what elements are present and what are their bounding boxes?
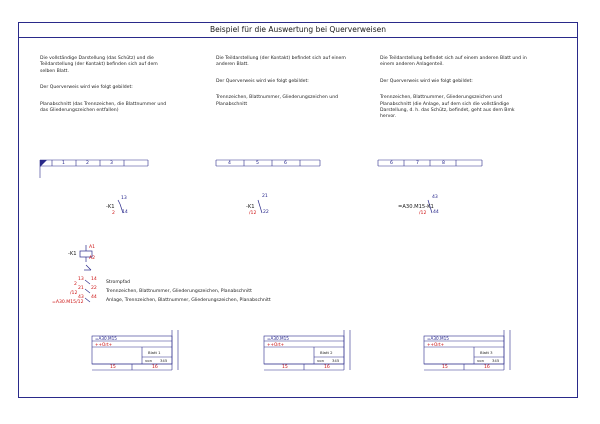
title-block-2-von: von	[317, 358, 324, 363]
column-1-detail: Planabschnitt (das Trennzeichen, die Blattnummer und das Gliederungszeichen entfallen)	[40, 101, 167, 114]
title-block-2-num: 345	[332, 358, 340, 363]
coil-a2: A2	[89, 256, 96, 261]
title-block-1-blatt: Blatt 1	[148, 350, 161, 355]
title-block-2-line1: =A30.M15	[267, 336, 289, 341]
title-block-3-num: 345	[492, 358, 500, 363]
title-block-3-col2: 16	[484, 365, 490, 370]
title-block-1-line1: =A30.M15	[95, 336, 117, 341]
ruler-column-3	[378, 160, 482, 166]
ruler-1-num-1: 1	[62, 161, 65, 166]
title-block-1-col1: 15	[110, 365, 116, 370]
legend-row-2-a: 21	[78, 286, 84, 291]
legend-row-3-b: 44	[91, 295, 97, 300]
ruler-column-1	[40, 160, 148, 178]
legend-row-3-text: Anlage, Trennzeichen, Blattnummer, Gliederungszeichen, Planabschnitt	[106, 298, 271, 303]
column-3-intro: Die Teildarstellung befindet sich auf einem anderen Blatt und in einem anderen Anlagenteil.	[380, 56, 527, 68]
coil-a1: A1	[89, 245, 96, 250]
ruler-2-num-3: 6	[284, 161, 287, 166]
contact-3-label: =A30.M15-K1	[398, 204, 434, 210]
ruler-column-2	[216, 160, 320, 166]
column-1-intro: Die vollständige Darstellung (das Schütz) und die Teildarstellung (der Kontakt) befinden sich auf dem selben Blatt.	[40, 56, 158, 74]
column-2-rule: Der Querverweis wird wie folgt gebildet:	[216, 78, 309, 84]
page-title: Beispiel für die Auswertung bei Querverweisen	[18, 22, 578, 38]
legend-row-1-b: 14	[91, 277, 97, 282]
ruler-2-num-2: 5	[256, 161, 259, 166]
column-3-detail: Trennzeichen, Blattnummer, Gliederungszeichen und Planabschnitt (die Anlage, auf dem sich die vollständige Darstellung, d. h. das Schütz, befindet, geht aus dem Bmk hervor.	[380, 95, 515, 120]
title-block-3-col1: 15	[442, 365, 448, 370]
legend-row-1-text: Strompfad	[106, 280, 131, 285]
legend-row-3-ref: =A30.M15/12	[52, 300, 84, 305]
ruler-3-num-1: 6	[390, 161, 393, 166]
title-block-3-blatt: Blatt 3	[480, 350, 493, 355]
contact-2-label: -K1	[246, 204, 255, 210]
contact-1-bottom: 14	[122, 210, 128, 215]
contact-2-ref: /12	[249, 211, 257, 216]
legend-row-1-a: 13	[78, 277, 84, 282]
column-2-detail: Trennzeichen, Blattnummer, Gliederungszeichen und Planabschnitt	[216, 95, 339, 107]
contact-1-top: 13	[121, 196, 127, 201]
title-block-1-line2: ++Ort+	[95, 342, 113, 347]
legend-row-2-text: Trennzeichen, Blattnummer, Gliederungszeichen, Planabschnitt	[106, 289, 252, 294]
ruler-1-num-2: 2	[86, 161, 89, 166]
contact-3-ref: /12	[419, 211, 427, 216]
title-block-2-col2: 16	[324, 365, 330, 370]
title-block-2-blatt: Blatt 2	[320, 350, 333, 355]
column-2-intro: Die Teildarstellung (der Kontakt) befindet sich auf einem anderen Blatt.	[216, 56, 346, 68]
title-block-3-line1: =A30.M15	[427, 336, 449, 341]
coil-label: -K1	[68, 251, 77, 257]
contact-2-bottom: 22	[263, 210, 269, 215]
contact-3-top: 43	[432, 195, 438, 200]
contact-1-ref: 2	[112, 211, 115, 216]
contact-symbol-2	[258, 200, 262, 213]
legend-row-3-a: 43	[78, 295, 84, 300]
title-block-3-line2: ++Ort+	[427, 342, 445, 347]
ruler-3-num-2: 7	[416, 161, 419, 166]
ruler-1-num-3: 3	[110, 161, 113, 166]
title-block-2-line2: ++Ort+	[267, 342, 285, 347]
legend-contacts	[85, 280, 90, 302]
contact-3-bottom: 44	[433, 210, 439, 215]
title-block-1-num: 345	[160, 358, 168, 363]
contact-1-label: -K1	[106, 204, 115, 210]
legend-row-2-b: 22	[91, 286, 97, 291]
title-block-1-col2: 16	[152, 365, 158, 370]
ruler-2-num-1: 4	[228, 161, 231, 166]
title-block-2-col1: 15	[282, 365, 288, 370]
contact-2-top: 21	[262, 194, 268, 199]
legend-row-1-ref: 2	[74, 282, 77, 287]
column-3-rule: Der Querverweis wird wie folgt gebildet:	[380, 78, 473, 84]
ruler-3-num-3: 8	[442, 161, 445, 166]
legend-row-2-ref: /12	[70, 291, 78, 296]
title-block-3-von: von	[477, 358, 484, 363]
column-1-rule: Der Querverweis wird wie folgt gebildet:	[40, 85, 133, 91]
title-block-1-von: von	[145, 358, 152, 363]
